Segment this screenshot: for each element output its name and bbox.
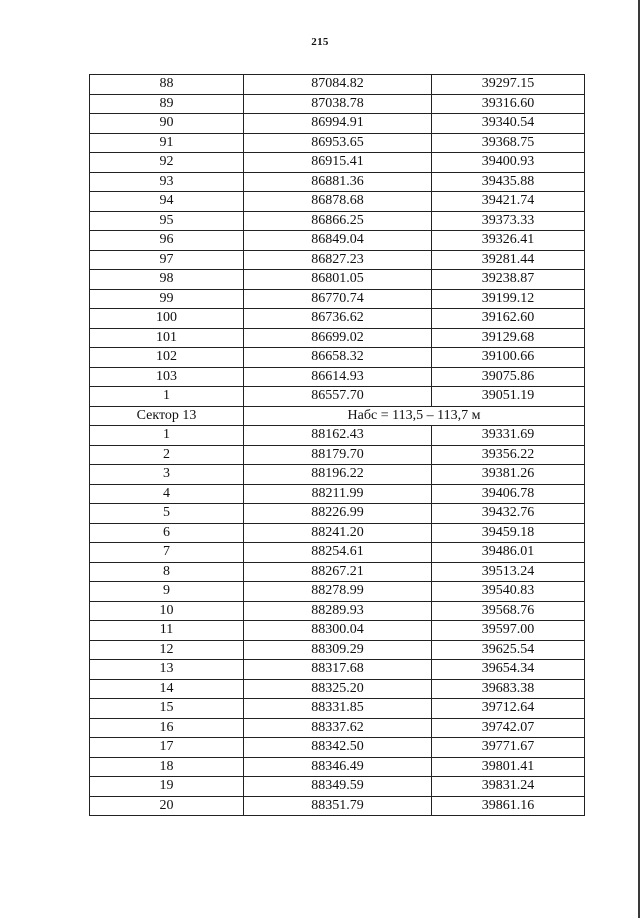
- table-row: [90, 426, 585, 446]
- table-row: [90, 660, 585, 680]
- y-coordinate-cell: 39683.38: [432, 679, 585, 699]
- point-number-cell: 92: [90, 153, 244, 173]
- x-coordinate-cell: 86736.62: [244, 309, 432, 329]
- coordinates-table-top-section: [90, 75, 585, 407]
- point-number-cell: 12: [90, 640, 244, 660]
- point-number-cell: 5: [90, 504, 244, 524]
- y-coordinate-cell: 39326.41: [432, 231, 585, 251]
- y-coordinate-cell: 39297.15: [432, 75, 585, 95]
- table-row: [90, 348, 585, 368]
- x-coordinate-cell: 88179.70: [244, 445, 432, 465]
- y-coordinate-cell: 39075.86: [432, 367, 585, 387]
- x-coordinate-cell: 88241.20: [244, 523, 432, 543]
- table-row: [90, 757, 585, 777]
- point-number-cell: 94: [90, 192, 244, 212]
- y-coordinate-cell: 39100.66: [432, 348, 585, 368]
- point-number-cell: 100: [90, 309, 244, 329]
- y-coordinate-cell: 39199.12: [432, 289, 585, 309]
- x-coordinate-cell: 86915.41: [244, 153, 432, 173]
- y-coordinate-cell: 39316.60: [432, 94, 585, 114]
- table-row: [90, 192, 585, 212]
- y-coordinate-cell: 39340.54: [432, 114, 585, 134]
- y-coordinate-cell: 39432.76: [432, 504, 585, 524]
- x-coordinate-cell: 88331.85: [244, 699, 432, 719]
- table-row: [90, 231, 585, 251]
- y-coordinate-cell: 39421.74: [432, 192, 585, 212]
- point-number-cell: 97: [90, 250, 244, 270]
- table-row: [90, 562, 585, 582]
- table-row: [90, 543, 585, 563]
- table-row: [90, 289, 585, 309]
- point-number-cell: 88: [90, 75, 244, 95]
- table-row: [90, 75, 585, 95]
- y-coordinate-cell: 39051.19: [432, 387, 585, 407]
- y-coordinate-cell: 39801.41: [432, 757, 585, 777]
- point-number-cell: 17: [90, 738, 244, 758]
- x-coordinate-cell: 88342.50: [244, 738, 432, 758]
- point-number-cell: 20: [90, 796, 244, 816]
- table-row: [90, 523, 585, 543]
- point-number-cell: 4: [90, 484, 244, 504]
- point-number-cell: 15: [90, 699, 244, 719]
- table-row: [90, 211, 585, 231]
- x-coordinate-cell: 88162.43: [244, 426, 432, 446]
- point-number-cell: 91: [90, 133, 244, 153]
- y-coordinate-cell: 39540.83: [432, 582, 585, 602]
- y-coordinate-cell: 39331.69: [432, 426, 585, 446]
- point-number-cell: 3: [90, 465, 244, 485]
- table-row: [90, 172, 585, 192]
- point-number-cell: 7: [90, 543, 244, 563]
- point-number-cell: 93: [90, 172, 244, 192]
- table-row: [90, 601, 585, 621]
- point-number-cell: 14: [90, 679, 244, 699]
- table-row: [90, 387, 585, 407]
- point-number-cell: 89: [90, 94, 244, 114]
- page-number: 215: [311, 36, 329, 48]
- x-coordinate-cell: 88267.21: [244, 562, 432, 582]
- y-coordinate-cell: 39742.07: [432, 718, 585, 738]
- table-row: [90, 777, 585, 797]
- y-coordinate-cell: 39238.87: [432, 270, 585, 290]
- x-coordinate-cell: 86557.70: [244, 387, 432, 407]
- table-row: [90, 699, 585, 719]
- y-coordinate-cell: 39513.24: [432, 562, 585, 582]
- y-coordinate-cell: 39625.54: [432, 640, 585, 660]
- point-number-cell: 13: [90, 660, 244, 680]
- x-coordinate-cell: 88211.99: [244, 484, 432, 504]
- table-row: [90, 582, 585, 602]
- x-coordinate-cell: 86881.36: [244, 172, 432, 192]
- table-row: [90, 309, 585, 329]
- y-coordinate-cell: 39771.67: [432, 738, 585, 758]
- sector-header-row: [90, 406, 585, 426]
- x-coordinate-cell: 86658.32: [244, 348, 432, 368]
- x-coordinate-cell: 86614.93: [244, 367, 432, 387]
- y-coordinate-cell: 39654.34: [432, 660, 585, 680]
- y-coordinate-cell: 39281.44: [432, 250, 585, 270]
- point-number-cell: 16: [90, 718, 244, 738]
- point-number-cell: 96: [90, 231, 244, 251]
- x-coordinate-cell: 88346.49: [244, 757, 432, 777]
- y-coordinate-cell: 39861.16: [432, 796, 585, 816]
- coordinates-table: [89, 74, 585, 816]
- table-row: [90, 133, 585, 153]
- y-coordinate-cell: 39831.24: [432, 777, 585, 797]
- table-row: [90, 114, 585, 134]
- y-coordinate-cell: 39400.93: [432, 153, 585, 173]
- point-number-cell: 1: [90, 426, 244, 446]
- y-coordinate-cell: 39373.33: [432, 211, 585, 231]
- x-coordinate-cell: 88325.20: [244, 679, 432, 699]
- table-row: [90, 679, 585, 699]
- table-row: [90, 640, 585, 660]
- point-number-cell: 2: [90, 445, 244, 465]
- y-coordinate-cell: 39459.18: [432, 523, 585, 543]
- y-coordinate-cell: 39129.68: [432, 328, 585, 348]
- x-coordinate-cell: 86953.65: [244, 133, 432, 153]
- x-coordinate-cell: 88309.29: [244, 640, 432, 660]
- y-coordinate-cell: 39368.75: [432, 133, 585, 153]
- table-row: [90, 445, 585, 465]
- point-number-cell: 8: [90, 562, 244, 582]
- point-number-cell: 102: [90, 348, 244, 368]
- x-coordinate-cell: 88349.59: [244, 777, 432, 797]
- sector-height-note: Набс = 113,5 – 113,7 м: [244, 406, 585, 426]
- table-row: [90, 465, 585, 485]
- point-number-cell: 6: [90, 523, 244, 543]
- x-coordinate-cell: 86699.02: [244, 328, 432, 348]
- point-number-cell: 98: [90, 270, 244, 290]
- x-coordinate-cell: 86878.68: [244, 192, 432, 212]
- x-coordinate-cell: 88196.22: [244, 465, 432, 485]
- table-row: [90, 94, 585, 114]
- point-number-cell: 101: [90, 328, 244, 348]
- x-coordinate-cell: 88300.04: [244, 621, 432, 641]
- x-coordinate-cell: 86994.91: [244, 114, 432, 134]
- table-row: [90, 738, 585, 758]
- point-number-cell: 1: [90, 387, 244, 407]
- x-coordinate-cell: 86801.05: [244, 270, 432, 290]
- x-coordinate-cell: 88289.93: [244, 601, 432, 621]
- sector-label: Сектор 13: [90, 406, 244, 426]
- y-coordinate-cell: 39435.88: [432, 172, 585, 192]
- table-row: [90, 484, 585, 504]
- point-number-cell: 99: [90, 289, 244, 309]
- table-row: [90, 153, 585, 173]
- table-row: [90, 718, 585, 738]
- sector-header-section: [90, 406, 585, 426]
- table-row: [90, 250, 585, 270]
- point-number-cell: 19: [90, 777, 244, 797]
- x-coordinate-cell: 88351.79: [244, 796, 432, 816]
- x-coordinate-cell: 87084.82: [244, 75, 432, 95]
- y-coordinate-cell: 39381.26: [432, 465, 585, 485]
- point-number-cell: 103: [90, 367, 244, 387]
- x-coordinate-cell: 88254.61: [244, 543, 432, 563]
- y-coordinate-cell: 39406.78: [432, 484, 585, 504]
- point-number-cell: 90: [90, 114, 244, 134]
- y-coordinate-cell: 39162.60: [432, 309, 585, 329]
- x-coordinate-cell: 86866.25: [244, 211, 432, 231]
- y-coordinate-cell: 39597.00: [432, 621, 585, 641]
- table-row: [90, 328, 585, 348]
- point-number-cell: 95: [90, 211, 244, 231]
- x-coordinate-cell: 86827.23: [244, 250, 432, 270]
- y-coordinate-cell: 39568.76: [432, 601, 585, 621]
- point-number-cell: 11: [90, 621, 244, 641]
- table-row: [90, 504, 585, 524]
- point-number-cell: 18: [90, 757, 244, 777]
- x-coordinate-cell: 88337.62: [244, 718, 432, 738]
- coordinates-table-bottom-section: [90, 426, 585, 816]
- x-coordinate-cell: 88278.99: [244, 582, 432, 602]
- table-row: [90, 270, 585, 290]
- y-coordinate-cell: 39356.22: [432, 445, 585, 465]
- y-coordinate-cell: 39712.64: [432, 699, 585, 719]
- table-row: [90, 367, 585, 387]
- table-row: [90, 796, 585, 816]
- x-coordinate-cell: 87038.78: [244, 94, 432, 114]
- table-row: [90, 621, 585, 641]
- x-coordinate-cell: 88317.68: [244, 660, 432, 680]
- point-number-cell: 9: [90, 582, 244, 602]
- y-coordinate-cell: 39486.01: [432, 543, 585, 563]
- x-coordinate-cell: 86770.74: [244, 289, 432, 309]
- point-number-cell: 10: [90, 601, 244, 621]
- x-coordinate-cell: 86849.04: [244, 231, 432, 251]
- x-coordinate-cell: 88226.99: [244, 504, 432, 524]
